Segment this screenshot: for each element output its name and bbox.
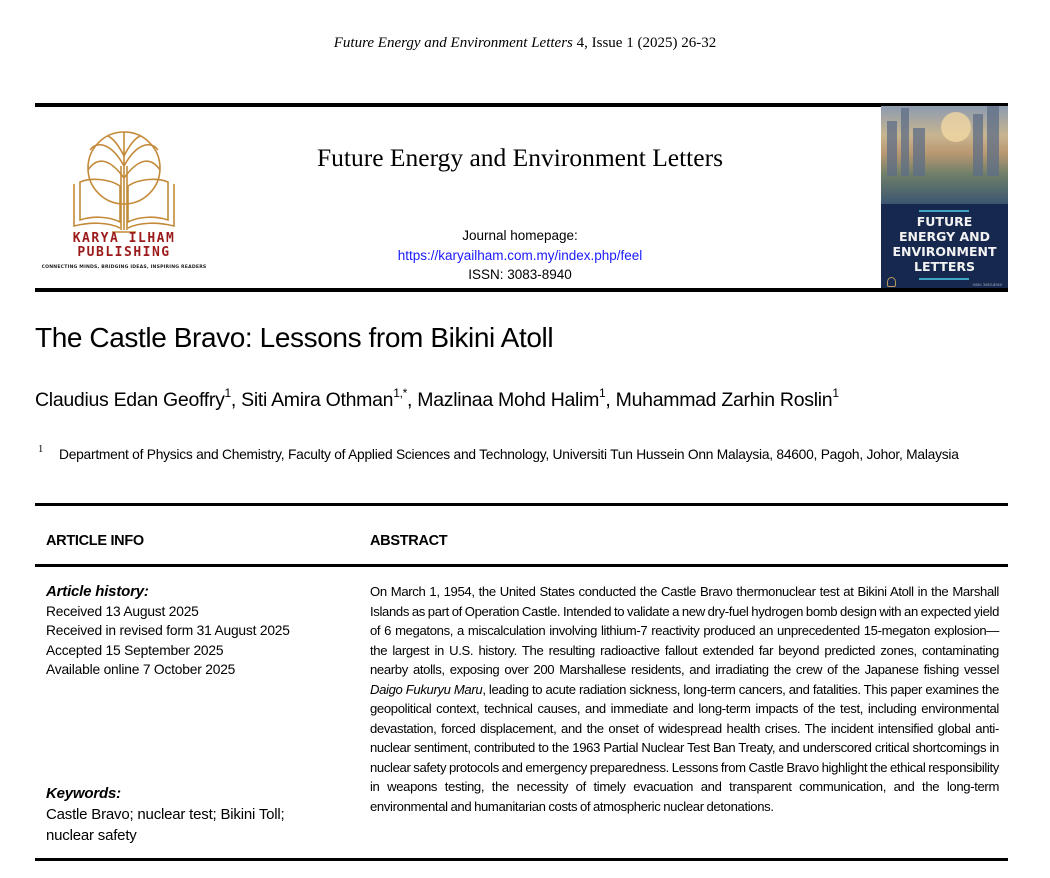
section-heading-rule — [35, 564, 1008, 567]
cover-accent-bar-top — [919, 210, 969, 212]
running-header-journal-name: Future Energy and Environment Letters — [333, 35, 573, 51]
running-header-citation: 4, Issue 1 (2025) 26-32 — [572, 35, 717, 51]
affiliation: Department of Physics and Chemistry, Faculty of Applied Sciences and Technology, Universiti Tun Hussein Onn Malaysia, 84600, Pagoh, Johor, Malaysia — [59, 447, 959, 462]
keywords-label: Keywords: — [46, 785, 121, 802]
journal-homepage-link[interactable]: https://karyailham.com.my/index.php/feel — [397, 248, 643, 263]
cover-title-line: ENVIRONMENT — [892, 244, 997, 259]
section-bottom-rule — [35, 858, 1008, 861]
journal-title: Future Energy and Environment Letters — [316, 143, 723, 172]
abstract-heading: ABSTRACT — [370, 533, 448, 549]
history-accepted: Accepted 15 September 2025 — [46, 642, 224, 658]
journal-cover-image — [881, 106, 1008, 290]
abstract-text-part1: On March 1, 1954, the United States conducted the Castle Bravo thermonuclear test at Bikini Atoll in the Marshall Islands as part of Operation Castle. Intended to validate a new dry-fuel hydrogen bomb design with an expected yield of 6 megatons, a miscalculation involving lithium-7 reactivity produced an unprecedented 15-megaton explosion—the largest in U.S. history. The resulting radioactive fallout extended far beyond predicted zones, contaminating nearby atolls, exposing over 200 Marshallese residents, and irradiating the crew of the Japanese fishing vessel — [370, 584, 999, 677]
tree-book-logo-icon — [68, 126, 180, 236]
abstract-text-part2: , leading to acute radiation sickness, long-term cancers, and fatalities. This paper examines the geopolitical context, technical causes, and immediate and long-term impacts of the test, including environmental devastation, forced displacement, and the onset of widespread health crises. The incident intensified global anti-nuclear sentiment, contributed to the 1963 Partial Nuclear Test Ban Treaty, and underscored critical shortcomings in nuclear safety protocols and emergency preparedness. Lessons from Castle Bravo highlight the ethical responsibility in weapons testing, the necessity of timely evacuation and transparent communication, and the long-term environmental and humanitarian costs of atmospheric nuclear detonations. — [370, 681, 999, 814]
history-revised: Received in revised form 31 August 2025 — [46, 623, 290, 638]
author-affiliation-mark: 1 — [832, 386, 839, 400]
cover-artwork — [881, 106, 1008, 204]
publisher-name-line1: KARYA ILHAM — [72, 231, 176, 246]
journal-issn: ISSN: 3083-8940 — [468, 267, 572, 282]
cover-publisher-mark-icon — [887, 277, 896, 287]
history-online: Available online 7 October 2025 — [46, 662, 236, 677]
author-affiliation-mark: 1,* — [393, 386, 407, 400]
cover-issn: ISSN: 3083-8940 — [972, 283, 1002, 287]
article-info-heading: ARTICLE INFO — [46, 533, 144, 549]
cover-title — [881, 214, 1008, 274]
article-history-label: Article history: — [46, 583, 149, 600]
affiliation-number: 1 — [38, 444, 44, 455]
author-name: Mazlinaa Mohd Halim — [417, 389, 600, 411]
abstract-text — [370, 582, 999, 816]
author-name: Claudius Edan Geoffry — [35, 389, 225, 411]
publisher-name-line2: PUBLISHING — [77, 245, 171, 260]
header-bottom-rule — [35, 288, 1008, 292]
journal-homepage-label: Journal homepage: — [462, 228, 578, 243]
publisher-tagline: CONNECTING MINDS, BRIDGING IDEAS, INSPIRING READERS — [41, 265, 207, 270]
header-top-rule — [35, 103, 1008, 107]
author-name: Muhammad Zarhin Roslin — [615, 389, 833, 411]
cover-title-line: LETTERS — [913, 259, 975, 274]
publisher-logo — [40, 118, 208, 278]
vessel-name: Daigo Fukuryu Maru — [370, 681, 483, 697]
keywords-list: Castle Bravo; nuclear test; Bikini Toll; nuclear safety — [46, 805, 285, 844]
author-affiliation-mark: 1 — [224, 386, 231, 400]
keywords-block — [46, 784, 336, 846]
cover-accent-bar-bottom — [919, 278, 969, 280]
running-header — [0, 35, 1050, 52]
author-name: Siti Amira Othman — [241, 389, 394, 411]
author-affiliation-mark: 1 — [599, 386, 606, 400]
cover-title-line: FUTURE — [916, 214, 973, 229]
section-top-rule — [35, 503, 1008, 506]
author-list: Claudius Edan Geoffry$^1$, Siti Amira Othman$^{1,*}$, Mazlinaa Mohd Halim$^1$, Muhammad Zarhin Roslin$^1$ — [35, 386, 839, 411]
cover-title-line: ENERGY AND — [898, 229, 991, 244]
article-history — [46, 582, 346, 680]
history-received: Received 13 August 2025 — [46, 603, 199, 619]
article-title: The Castle Bravo: Lessons from Bikini Atoll — [35, 322, 554, 353]
